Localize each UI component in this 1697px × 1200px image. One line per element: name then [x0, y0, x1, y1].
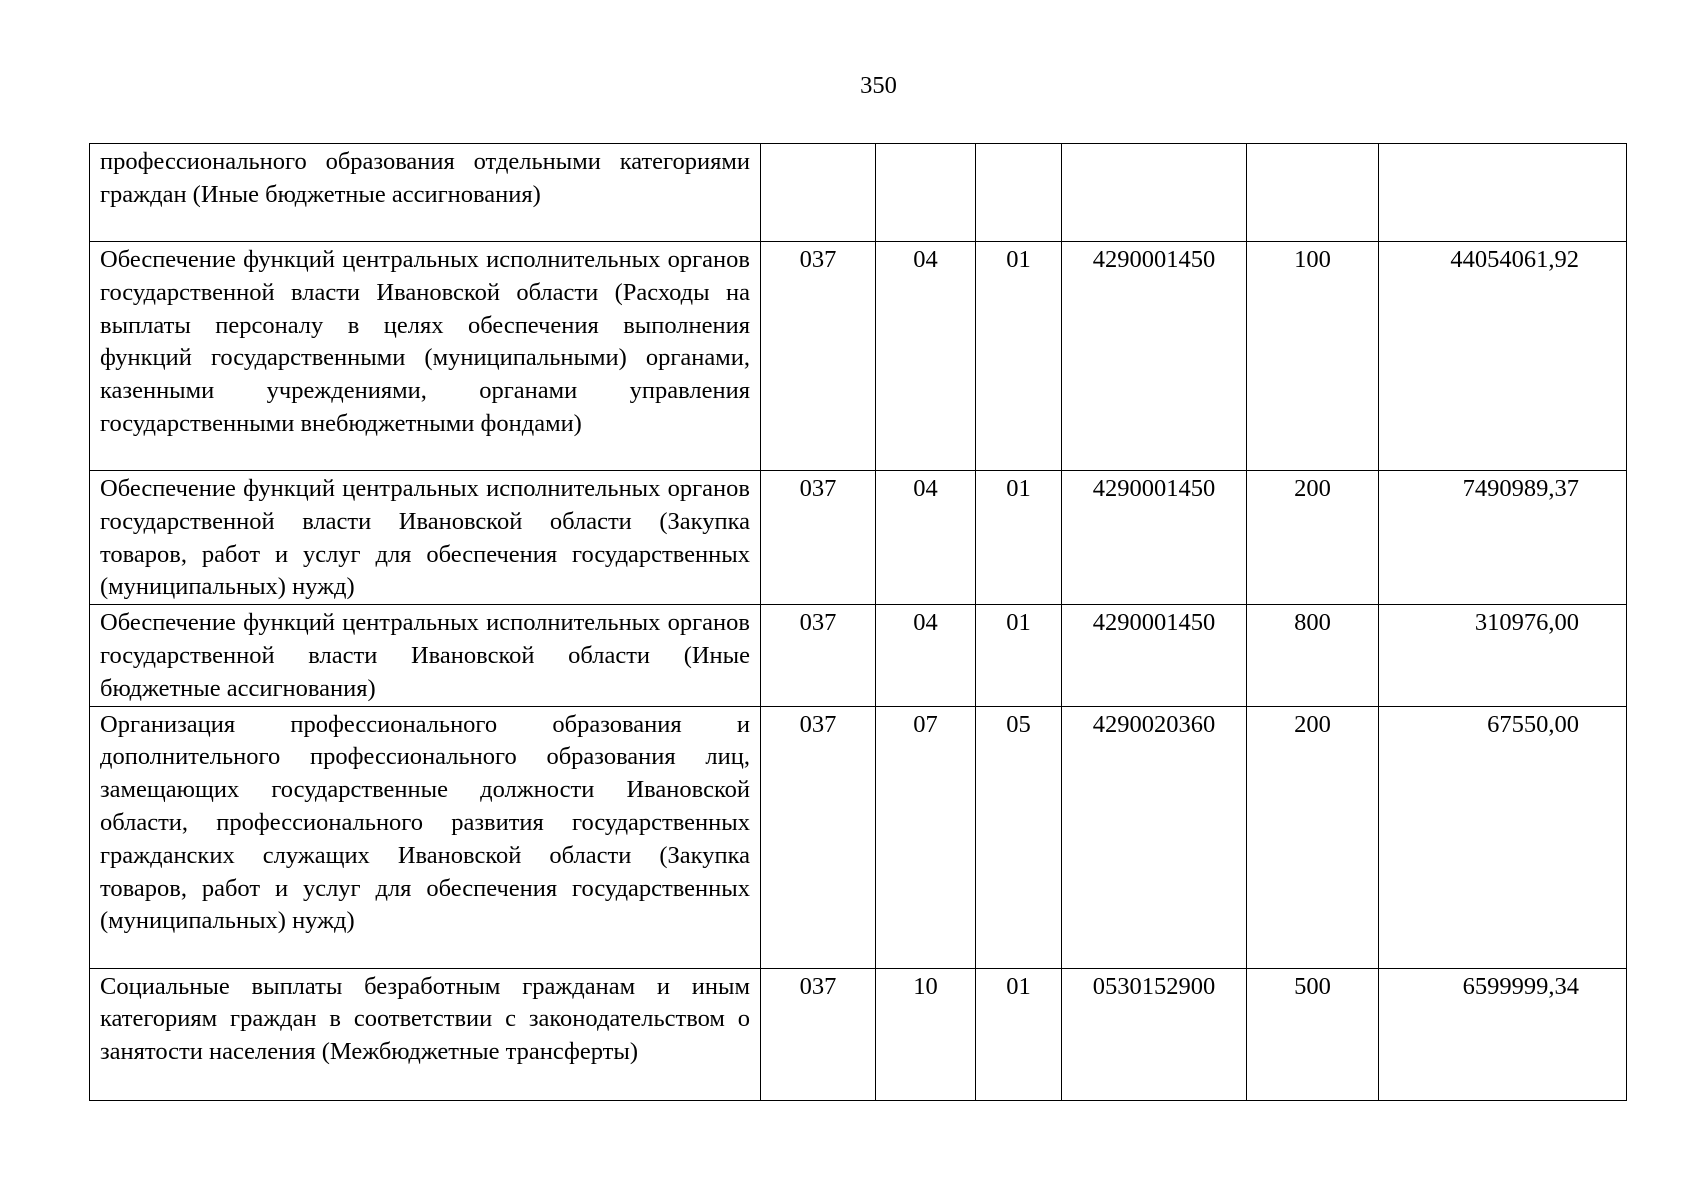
section-code-cell — [876, 144, 976, 242]
row-name-cell: Социальные выплаты безработным гражданам и иным категориям граждан в соответствии с законодательством о занятости населения (Межбюджетные трансферты) — [90, 968, 761, 1100]
row-name-cell: Организация профессионального образования и дополнительного профессионального образования лиц, замещающих государственные должности Ивановской области, профессионального развития государственных гражданских служащих Ивановской области (Закупка товаров, работ и услуг для обеспечения государственных (муниципальных) нужд) — [90, 706, 761, 968]
section-code-cell: 04 — [876, 242, 976, 471]
table-row — [90, 706, 1627, 968]
expense-type-cell: 800 — [1247, 605, 1379, 706]
row-name-cell: профессионального образования отдельными категориями граждан (Иные бюджетные ассигнования) — [90, 144, 761, 242]
section-code-cell: 10 — [876, 968, 976, 1100]
row-name-cell: Обеспечение функций центральных исполнительных органов государственной власти Ивановской области (Закупка товаров, работ и услуг для обеспечения государственных (муниципальных) нужд) — [90, 471, 761, 605]
amount-cell — [1379, 144, 1627, 242]
page-number: 350 — [860, 72, 897, 99]
subsection-code-cell: 01 — [976, 968, 1062, 1100]
table-row — [90, 144, 1627, 242]
amount-cell: 310976,00 — [1379, 605, 1627, 706]
expense-type-cell: 200 — [1247, 471, 1379, 605]
subsection-code-cell: 01 — [976, 242, 1062, 471]
target-article-cell: 4290001450 — [1062, 605, 1247, 706]
target-article-cell: 4290001450 — [1062, 242, 1247, 471]
ministry-code-cell: 037 — [761, 605, 876, 706]
section-code-cell: 04 — [876, 605, 976, 706]
table-row — [90, 605, 1627, 706]
amount-cell: 67550,00 — [1379, 706, 1627, 968]
table-row — [90, 968, 1627, 1100]
target-article-cell — [1062, 144, 1247, 242]
target-article-cell: 0530152900 — [1062, 968, 1247, 1100]
row-name-cell: Обеспечение функций центральных исполнительных органов государственной власти Ивановской области (Расходы на выплаты персоналу в целях обеспечения выполнения функций государственными (муниципальными) органами, казенными учреждениями, органами управления государственными внебюджетными фондами) — [90, 242, 761, 471]
section-code-cell: 07 — [876, 706, 976, 968]
table-row — [90, 242, 1627, 471]
ministry-code-cell: 037 — [761, 706, 876, 968]
budget-table — [89, 143, 1627, 1101]
expense-type-cell — [1247, 144, 1379, 242]
subsection-code-cell — [976, 144, 1062, 242]
table-row — [90, 471, 1627, 605]
subsection-code-cell: 01 — [976, 605, 1062, 706]
section-code-cell: 04 — [876, 471, 976, 605]
ministry-code-cell — [761, 144, 876, 242]
amount-cell: 6599999,34 — [1379, 968, 1627, 1100]
expense-type-cell: 200 — [1247, 706, 1379, 968]
target-article-cell: 4290001450 — [1062, 471, 1247, 605]
row-name-cell: Обеспечение функций центральных исполнительных органов государственной власти Ивановской области (Иные бюджетные ассигнования) — [90, 605, 761, 706]
target-article-cell: 4290020360 — [1062, 706, 1247, 968]
subsection-code-cell: 01 — [976, 471, 1062, 605]
ministry-code-cell: 037 — [761, 242, 876, 471]
amount-cell: 44054061,92 — [1379, 242, 1627, 471]
ministry-code-cell: 037 — [761, 968, 876, 1100]
expense-type-cell: 100 — [1247, 242, 1379, 471]
amount-cell: 7490989,37 — [1379, 471, 1627, 605]
subsection-code-cell: 05 — [976, 706, 1062, 968]
expense-type-cell: 500 — [1247, 968, 1379, 1100]
ministry-code-cell: 037 — [761, 471, 876, 605]
